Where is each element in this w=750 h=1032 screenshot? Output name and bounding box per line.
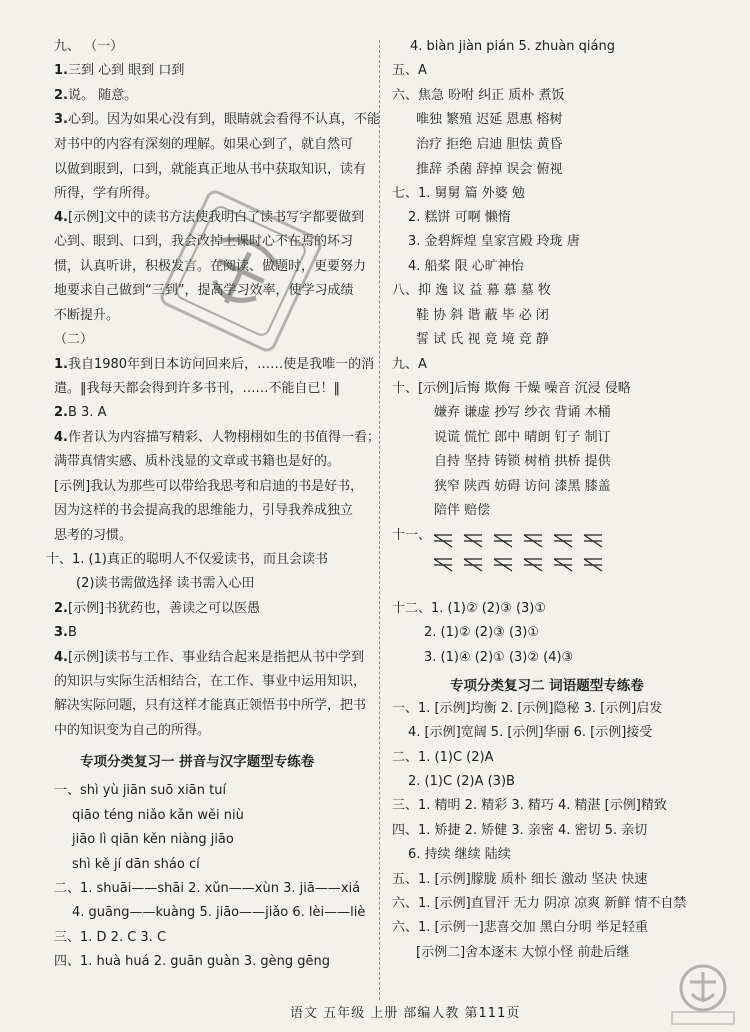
answer-text: 一、shì yù jiān suō xiān tuí [54,783,227,798]
item-number: 4. [54,650,68,665]
answer-line [392,282,551,300]
answer-line [54,624,77,642]
answer-line [392,797,667,815]
answer-text: 二、1. shuāi——shāi 2. xǔn——xùn 3. jiā——xiá [54,881,361,896]
answer-text: 遣。‖我每天都会得到许多书刊，……不能自已！‖ [54,381,341,396]
section-heading [80,753,314,771]
answer-text: 五、A [392,63,427,78]
answer-line [54,62,184,80]
answer-line [408,258,524,276]
answer-text: 专项分类复习一 拼音与汉字题型专练卷 [80,754,315,770]
answer-text: 一、1. [示例]均衡 2. [示例]隐秘 3. [示例]启发 [392,701,663,716]
answer-line [392,871,647,889]
answer-text: 陪伴 赔偿 [434,503,491,518]
answer-text: 3. 金碧辉煌 皇家宫殿 玲珑 唐 [408,234,580,249]
answer-line [54,136,353,154]
answer-text: 六、1. [示例]直冒汗 无力 阴凉 凉爽 新鲜 情不自禁 [392,896,687,911]
answer-text: 专项分类复习二 词语题型专练卷 [450,678,644,694]
answer-text: 九、 （一） [54,39,124,54]
answer-line [54,527,132,545]
answer-text: [示例]书犹药也，善读之可以医愚 [67,601,261,616]
answer-line [72,807,244,825]
answer-text: 2. (1)② (2)③ (3)① [424,625,540,640]
answer-text: B [67,625,77,640]
answer-text: 我自1980年到日本访问回来后，……使是我唯一的消 [67,357,375,372]
answer-text: 六、1. [示例一]悲喜交加 黑白分明 举足轻重 [392,920,648,935]
answer-line [54,929,166,947]
answer-line [392,185,525,203]
item-number: 4. [54,430,68,445]
answer-text: 十二、1. (1)② (2)③ (3)① [392,601,547,616]
answer-line [408,724,652,742]
answer-line [54,502,353,520]
answer-text: [示例二]舍本逐末 大惊小怪 前赴后继 [416,945,630,960]
answer-line [410,38,615,56]
answer-line [416,331,549,349]
answer-text: 九、A [392,357,427,372]
answer-line [392,919,648,937]
answer-line [424,649,573,667]
answer-text: 4. 船桨 限 心旷神怡 [408,259,524,274]
answer-line [54,697,366,715]
answer-line [392,600,546,618]
strike-marks-figure [426,527,616,579]
answer-line [54,185,158,203]
answer-text: 思考的习惯。 [54,528,133,543]
answer-line [392,895,686,913]
answer-line [434,453,611,471]
answer-line [434,502,490,520]
answer-line [54,782,226,800]
answer-line [416,161,563,179]
answer-text: 4. [示例]宽阔 5. [示例]华丽 6. [示例]接受 [408,725,653,740]
answer-text: 五、1. [示例]朦胧 质朴 细长 激动 坚决 快速 [392,872,648,887]
answer-line [416,944,629,962]
item-number: 3. [54,112,68,127]
site-logo-watermark [668,962,738,1026]
answer-line [72,856,200,874]
answer-line [54,356,374,374]
answer-line [392,700,662,718]
answer-text: （二） [54,332,94,347]
answer-text: qiāo téng niǎo kǎn wěi niù [72,808,244,823]
answer-line [408,773,515,791]
answer-line [54,453,340,471]
answer-text: 3. (1)④ (2)① (3)② (4)③ [424,650,574,665]
answer-text: jiāo lì qiān kěn niàng jiāo [72,832,234,847]
answer-text: 自持 坚持 铸锁 树梢 拱桥 提供 [434,454,611,469]
answer-line [54,404,106,422]
answer-line [416,111,563,129]
answer-text: shì kě jí dān sháo cí [72,857,200,872]
answer-line [54,111,380,129]
answer-text: B 3. A [67,405,107,420]
answer-text: 作者认为内容描写精彩、人物栩栩如生的书值得一看； [67,430,380,445]
answer-text: 说谎 慌忙 郎中 晴朗 钉子 制订 [434,430,611,445]
answer-text: 不断提升。 [54,308,120,323]
answer-text: 满带真情实感、质朴浅显的文章或书籍也是好的。 [54,454,341,469]
answer-text: 的知识与实际生活相结合，在工作、事业中运用知识， [54,674,367,689]
answer-line [392,822,647,840]
answer-text: 2. (1)C (2)A (3)B [408,774,515,789]
answer-line [424,624,539,642]
answer-line [434,429,611,447]
answer-line [392,87,565,105]
answer-line [54,880,360,898]
answer-text: [示例]文中的读书方法使我明白了读书写字都要做到 [67,210,365,225]
answer-text: 2. 糕饼 可啊 懒惰 [408,210,511,225]
answer-text: 惯，认真听讲，积极发言。在阅读、做题时，更要努力 [54,259,367,274]
answer-line [416,307,549,325]
answer-line [54,649,364,667]
answer-line [54,307,119,325]
item-number: 1. [54,357,68,372]
answer-line [416,136,563,154]
item-number: 3. [54,625,68,640]
answer-line [54,600,260,618]
answer-line [54,161,366,179]
answer-text: 对书中的内容有深刻的理解。如果心到了，就自然可 [54,137,354,152]
answer-line [54,478,363,496]
answer-text: 治疗 拒绝 启迪 胆怯 黄昏 [416,137,563,152]
answer-text: 以做到眼到，口到，就能真正地从书中获取知识，读有 [54,162,367,177]
answer-line [46,551,328,569]
answer-line [408,846,511,864]
answer-text: 四、1. huà huá 2. guān guàn 3. gèng gēng [54,954,331,969]
answer-text: 十、[示例]后悔 欺侮 干燥 噪音 沉浸 侵略 [392,381,631,396]
answer-line [54,673,366,691]
answer-text: 三到 心到 眼到 口到 [67,63,185,78]
answer-line [54,429,380,447]
item-number: 4. [54,210,68,225]
answer-line [54,38,123,56]
answer-line [408,233,580,251]
answer-text: [示例]读书与工作、事业结合起来是指把从书中学到 [67,650,365,665]
answer-text: 4. biàn jiàn pián 5. zhuàn qiáng [410,39,615,54]
answer-text: 三、1. D 2. C 3. C [54,930,167,945]
answer-text: 六、焦急 吩咐 纠正 质朴 煮饭 [392,88,565,103]
answer-line [54,380,340,398]
answer-line [54,953,330,971]
answer-text: 中的知识变为自己的所得。 [54,723,211,738]
item-number: 2. [54,405,68,420]
page-footer: 语文 五年级 上册 部编人教 第111页 [290,1006,521,1021]
answer-line [72,904,365,922]
answer-line [392,380,631,398]
answer-text: 地要求自己做到“三到”，提高学习效率，使学习成绩 [54,283,354,298]
answer-line [434,404,611,422]
answer-text: 所得，学有所得。 [54,186,159,201]
answer-text: 推辞 杀菌 辞掉 误会 俯视 [416,162,563,177]
answer-line [392,356,427,374]
answer-text: 心到。因为如果心没有到，眼睛就会看得不认真，不能 [67,112,380,127]
item-number: 2. [54,88,68,103]
answer-text: 鞋 协 斜 谐 蔽 毕 必 闭 [416,308,549,323]
answer-text: 狭窄 陕西 妨碍 访问 漆黑 膝盖 [434,479,611,494]
answer-text: 因为这样的书会提高我的思维能力，引导我养成独立 [54,503,354,518]
answer-text: 誓 试 氏 视 竟 境 竞 静 [416,332,549,347]
answer-text: 三、1. 精明 2. 精彩 3. 精巧 4. 精湛 [示例]精致 [392,798,667,813]
answer-text: 十一、 [392,528,432,543]
answer-text: 4. guāng——kuàng 5. jiāo——jiǎo 6. lèi——liè [72,905,366,920]
answer-text: [示例]我认为那些可以带给我思考和启迪的书是好书， [54,479,364,494]
answer-line [76,575,255,593]
answer-text: 嫌弃 谦虚 抄写 纱衣 背诵 木桶 [434,405,611,420]
answer-line [408,209,511,227]
answer-text: 十、1. (1)真正的聪明人不仅爱读书，而且会读书 [46,552,328,567]
answer-text: 二、1. (1)C (2)A [392,750,494,765]
answer-text: 6. 持续 继续 陆续 [408,847,511,862]
item-number: 1. [54,63,68,78]
answer-line [72,831,234,849]
item-number: 2. [54,601,68,616]
answer-line [392,749,493,767]
answer-line [54,331,93,349]
answer-line [54,87,137,105]
answer-text: 心到、眼到、口到，我会改掉上课时心不在焉的坏习 [54,234,354,249]
answer-text: 解决实际问题，只有这样才能真正领悟书中所学，把书 [54,698,367,713]
answer-text: 四、1. 矫捷 2. 矫健 3. 亲密 4. 密切 5. 亲切 [392,823,648,838]
answer-line [434,478,611,496]
answer-line [392,62,427,80]
answer-text: (2)读书需做选择 读书需入心田 [76,576,255,591]
section-heading [450,677,644,695]
answer-text: 说。 随意。 [67,88,138,103]
answer-text: 八、抑 逸 议 益 幕 慕 墓 牧 [392,283,551,298]
answer-line [54,722,210,740]
column-divider [379,40,380,1000]
answer-text: 唯独 繁殖 迟延 恩惠 榕树 [416,112,563,127]
answer-text: 七、1. 舅舅 篇 外婆 勉 [392,186,525,201]
